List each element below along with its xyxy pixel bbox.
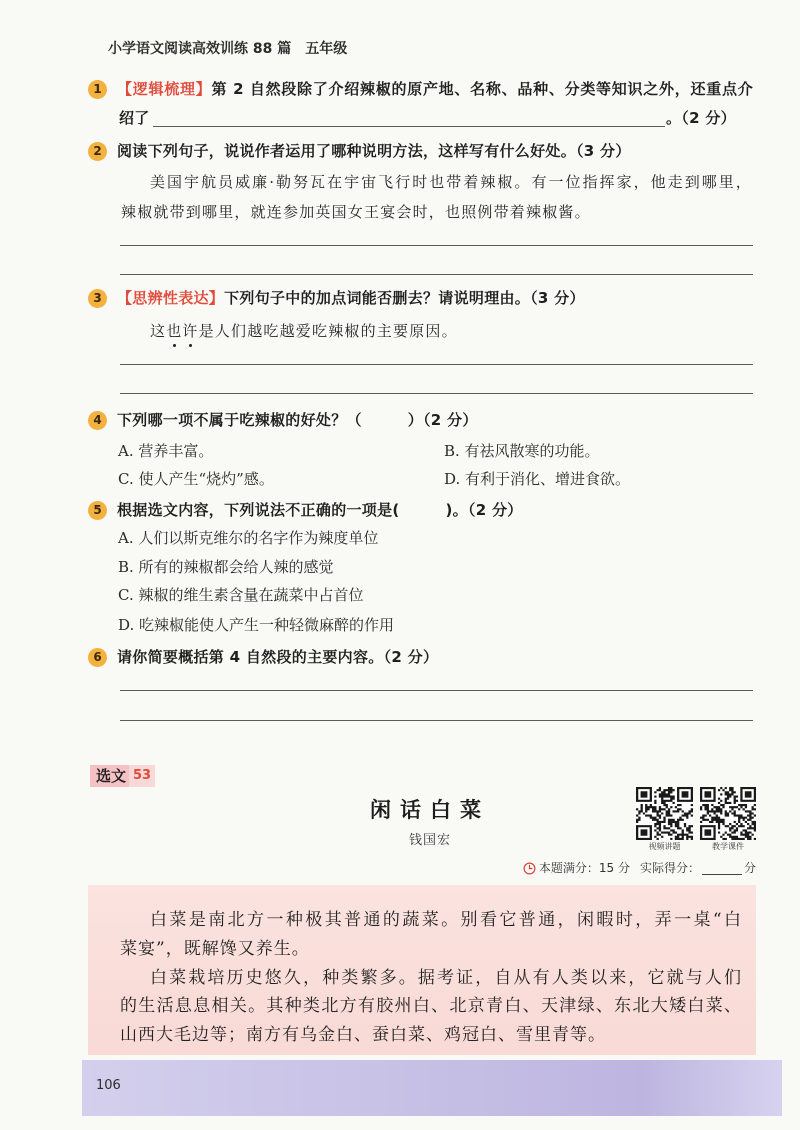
question-number-3: 3 (88, 289, 107, 308)
question-3-tag: 【思辨性表达】 (117, 289, 225, 307)
passage-line-2: 菜宴”，既解馋又养生。 (120, 939, 310, 959)
score-unit: 分 (743, 861, 756, 875)
question-5-option-a: A. 人们以斯克维尔的名字作为辣度单位 (118, 529, 379, 547)
question-4-prompt: 下列哪一项不属于吃辣椒的好处？（ ）（2 分） (117, 411, 478, 429)
question-2-quote-line-1: 美国宇航员威廉·勒努瓦在宇宙飞行时也带着辣椒。有一位指挥家，他走到哪里， (150, 173, 752, 191)
question-5-option-d: D. 吃辣椒能使人产生一种轻微麻醉的作用 (118, 616, 395, 634)
clock-icon (523, 862, 536, 875)
passage-author: 钱国宏 (408, 833, 451, 848)
question-2-answer-line[interactable] (120, 274, 753, 275)
actual-score-blank[interactable] (702, 862, 742, 875)
question-1-line-1 (117, 79, 753, 103)
question-3-prompt: 下列句子中的加点词能否删去？请说明理由。（3 分） (224, 289, 585, 307)
question-1-line-2-prefix: 绍了 (119, 109, 150, 127)
full-score-text: 本题满分：15 分 (538, 861, 630, 875)
passage-line-5: 山西大毛边等；南方有乌金白、蚕白菜、鸡冠白、雪里青等。 (120, 1025, 606, 1045)
passage-tag-label: 选文 (96, 767, 127, 785)
passage-line-3: 白菜栽培历史悠久，种类繁多。据考证，自从有人类以来，它就与人们 (150, 968, 742, 988)
question-4-option-b: B. 有祛风散寒的功能。 (444, 442, 600, 460)
question-number-1: 1 (88, 80, 107, 99)
question-4-option-c: C. 使人产生“烧灼”感。 (118, 470, 274, 488)
question-6-prompt: 请你简要概括第 4 自然段的主要内容。（2 分） (117, 648, 439, 666)
page-number: 106 (96, 1078, 121, 1093)
question-6-answer-line[interactable] (120, 690, 753, 691)
dotted-word-char: 许 (182, 322, 199, 340)
qr-code-courseware (700, 787, 756, 840)
question-5-option-c: C. 辣椒的维生素含量在蔬菜中占首位 (118, 586, 364, 604)
question-1-text: 第 2 自然段除了介绍辣椒的原产地、名称、品种、分类等知识之外，还重点介 (211, 80, 753, 98)
passage-line-1: 白菜是南北方一种极其普通的蔬菜。别看它普通，闲暇时，弄一桌“白 (150, 910, 742, 930)
question-2-quote-line-2: 辣椒就带到哪里，就连参加英国女王宴会时，也照例带着辣椒酱。 (121, 203, 591, 221)
sentence-part: 这 (150, 322, 167, 340)
question-3-sentence (150, 320, 458, 342)
passage-tag-number: 53 (129, 765, 155, 787)
question-4-option-a: A. 营养丰富。 (118, 442, 214, 460)
question-1-line-2-suffix: 。（2 分） (666, 109, 736, 127)
qr-label-video-lecture: 视频讲题 (648, 842, 681, 851)
qr-label-courseware: 教学课件 (712, 842, 744, 851)
question-2-answer-line[interactable] (120, 245, 753, 246)
qr-code-video-lecture (636, 787, 693, 840)
question-3-prompt-row (117, 288, 585, 309)
question-1-answer-blank[interactable] (153, 126, 665, 127)
sentence-part: 是人们越吃越爱吃辣椒的主要原因。 (198, 322, 458, 340)
question-number-6: 6 (88, 648, 107, 667)
book-title: 小学语文阅读高效训练 88 篇 五年级 (108, 41, 348, 57)
actual-score-label: 实际得分： (639, 861, 700, 875)
question-4-option-d: D. 有利于消化、增进食欲。 (444, 470, 631, 488)
dotted-word-char: 也 (166, 322, 183, 340)
question-1-tag: 【逻辑梳理】 (117, 80, 212, 98)
question-6-answer-line[interactable] (120, 720, 753, 721)
question-5-option-b: B. 所有的辣椒都会给人辣的感觉 (118, 558, 334, 576)
question-3-answer-line[interactable] (120, 393, 753, 394)
score-row (523, 859, 756, 877)
question-number-5: 5 (88, 501, 107, 520)
passage-line-4: 的生活息息相关。其种类北方有胶州白、北京青白、天津绿、东北大矮白菜、 (120, 996, 742, 1016)
question-3-answer-line[interactable] (120, 364, 753, 365)
question-5-prompt: 根据选文内容，下列说法不正确的一项是( )。（2 分） (117, 501, 523, 519)
question-number-2: 2 (88, 142, 107, 161)
question-2-prompt: 阅读下列句子，说说作者运用了哪种说明方法，这样写有什么好处。（3 分） (117, 142, 631, 160)
question-number-4: 4 (88, 411, 107, 430)
passage-tag (90, 765, 155, 787)
footer-band (82, 1060, 782, 1116)
passage-title: 闲话白菜 (370, 797, 490, 822)
